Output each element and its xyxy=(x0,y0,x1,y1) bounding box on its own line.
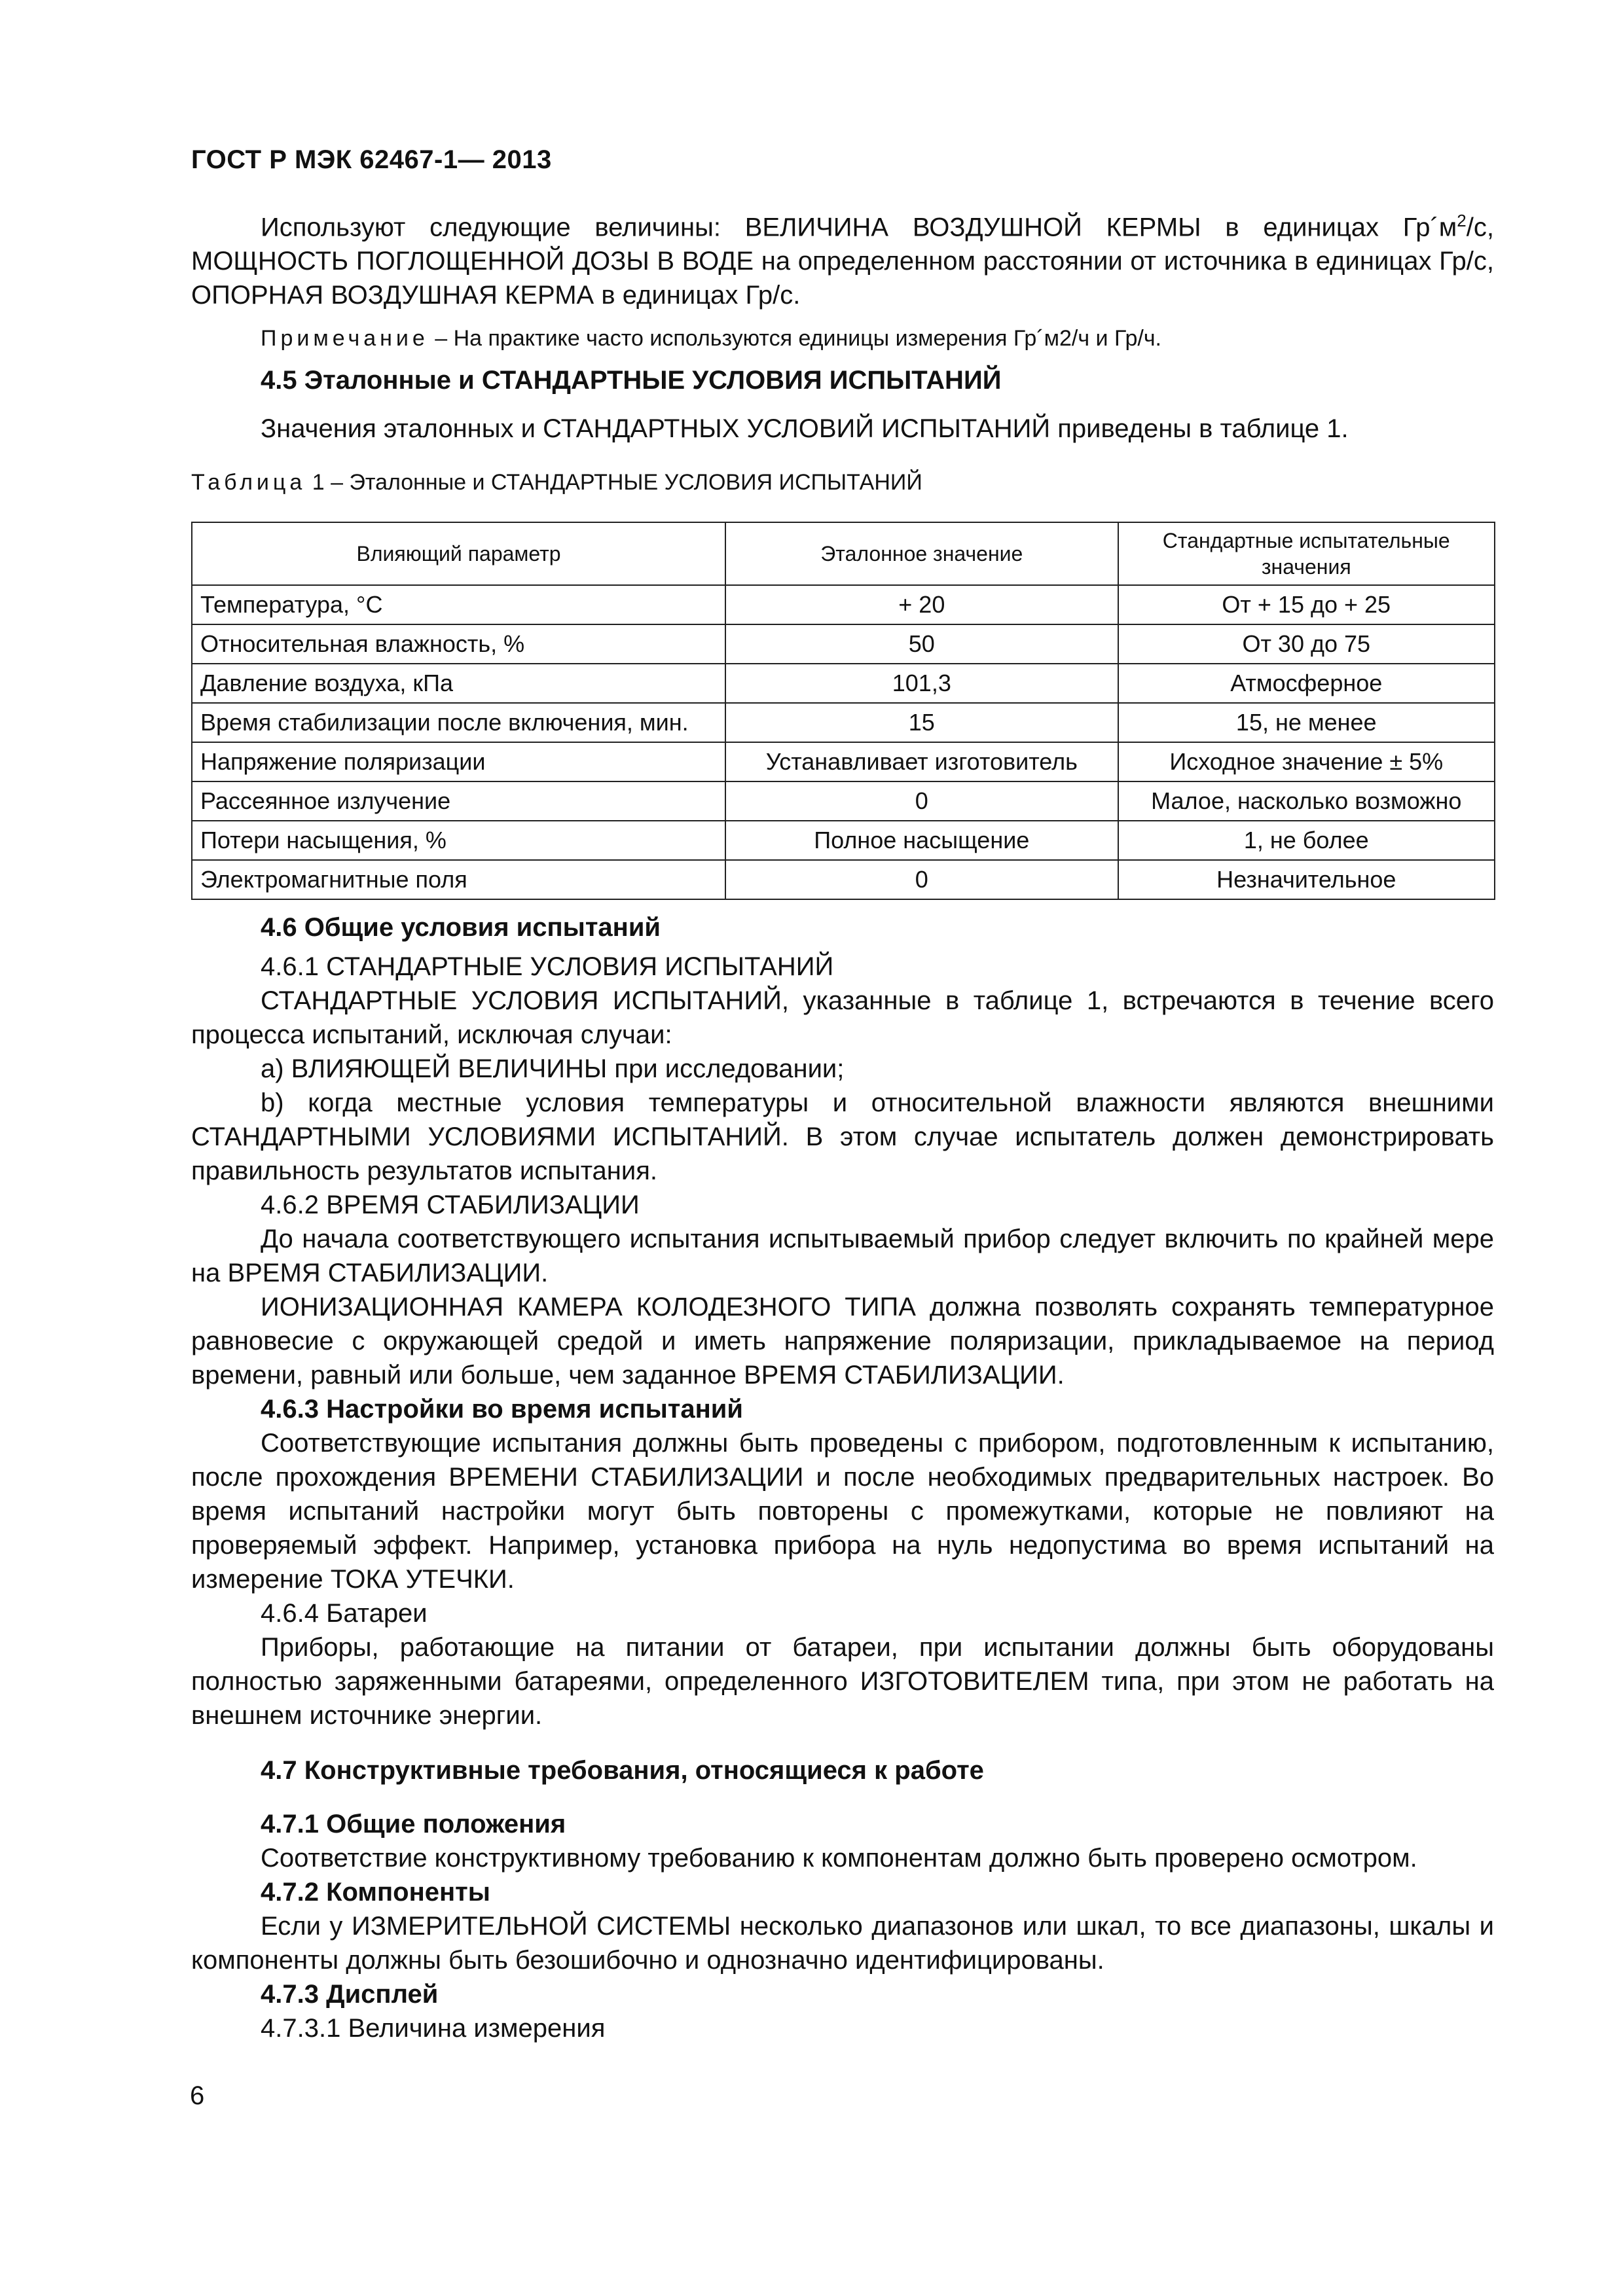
table-cell-reference: 0 xyxy=(725,860,1118,899)
section-4-5-heading: 4.5 Эталонные и СТАНДАРТНЫЕ УСЛОВИЯ ИСПЫТАНИЙ xyxy=(261,366,1002,395)
table-cell-reference: + 20 xyxy=(725,585,1118,624)
section-4-6-2-title: 4.6.2 ВРЕМЯ СТАБИЛИЗАЦИИ xyxy=(261,1191,640,1220)
table-cell-parameter: Напряжение поляризации xyxy=(192,742,725,781)
table-cell-reference: Устанавливает изготовитель xyxy=(725,742,1118,781)
conditions-table xyxy=(191,522,1495,900)
table-header-parameter: Влияющий параметр xyxy=(192,522,725,585)
table-cell-parameter: Потери насыщения, % xyxy=(192,821,725,860)
table-cell-standard: Незначительное xyxy=(1118,860,1495,899)
table-cell-standard: Исходное значение ± 5% xyxy=(1118,742,1495,781)
note-text: – На практике часто используются единицы измерения Гр´м2/ч и Гр/ч. xyxy=(428,326,1161,351)
table-cell-parameter: Рассеянное излучение xyxy=(192,781,725,821)
section-4-6-4-title: 4.6.4 Батареи xyxy=(261,1599,428,1628)
table-cell-parameter: Относительная влажность, % xyxy=(192,624,725,664)
page-number: 6 xyxy=(190,2081,205,2110)
table-cell-reference: Полное насыщение xyxy=(725,821,1118,860)
intro-paragraph xyxy=(191,204,1494,312)
document-header: ГОСТ Р МЭК 62467-1— 2013 xyxy=(191,145,552,174)
section-4-6-4-text: Приборы, работающие на питании от батареи, при испытании должны быть оборудованы полностью заряженными батареями, определенного ИЗГОТОВИТЕЛЕМ типа, при этом не работать на внешнем источнике энергии. xyxy=(191,1633,1494,1731)
note-label: Примечание xyxy=(261,326,429,351)
section-4-6-1-title: 4.6.1 СТАНДАРТНЫЕ УСЛОВИЯ ИСПЫТАНИЙ xyxy=(261,952,834,982)
list-item-b: b) когда местные условия температуры и относительной влажности являются внешними СТАНДАРТНЫМИ УСЛОВИЯМИ ИСПЫТАНИЙ. В этом случае испытатель должен демонстрировать правильность результатов испытания. xyxy=(191,1088,1494,1186)
table-cell-parameter: Электромагнитные поля xyxy=(192,860,725,899)
table-cell-reference: 0 xyxy=(725,781,1118,821)
table-caption-label: Таблица xyxy=(191,470,306,495)
section-4-6-2-text: До начала соответствующего испытания испытываемый прибор следует включить по крайней мере на ВРЕМЯ СТАБИЛИЗАЦИИ. xyxy=(191,1225,1494,1288)
table-row xyxy=(192,664,1495,703)
section-4-6-3-text: Соответствующие испытания должны быть проведены с прибором, подготовленным к испытанию, после прохождения ВРЕМЕНИ СТАБИЛИЗАЦИИ и после необходимых предварительных настроек. Во время испытаний настройки могут быть повторены с промежутками, которые не повлияют на проверяемый эффект. Например, установка прибора на нуль недопустима во время испытаний на измерение ТОКА УТЕЧКИ. xyxy=(191,1429,1494,1594)
section-4-7-heading: 4.7 Конструктивные требования, относящиеся к работе xyxy=(261,1756,984,1785)
table-caption-text: 1 – Эталонные и СТАНДАРТНЫЕ УСЛОВИЯ ИСПЫТАНИЙ xyxy=(306,470,922,495)
table-cell-standard: 15, не менее xyxy=(1118,703,1495,742)
table-cell-reference: 50 xyxy=(725,624,1118,664)
page-content xyxy=(191,145,1494,2045)
table-row xyxy=(192,742,1495,781)
section-4-7-3-1-title: 4.7.3.1 Величина измерения xyxy=(261,2014,606,2043)
table-row xyxy=(192,781,1495,821)
section-4-6-3-title: 4.6.3 Настройки во время испытаний xyxy=(261,1395,743,1424)
table-cell-standard: От + 15 до + 25 xyxy=(1118,585,1495,624)
section-4-7-1-text: Соответствие конструктивному требованию к компонентам должно быть проверено осмотром. xyxy=(261,1844,1417,1873)
section-4-7-2-text: Если у ИЗМЕРИТЕЛЬНОЙ СИСТЕМЫ несколько диапазонов или шкал, то все диапазоны, шкалы и компоненты должны быть безошибочно и однозначно идентифицированы. xyxy=(191,1912,1494,1975)
table-row xyxy=(192,585,1495,624)
note-paragraph xyxy=(191,324,1494,353)
section-4-6-2-text-chamber: ИОНИЗАЦИОННАЯ КАМЕРА КОЛОДЕЗНОГО ТИПА должна позволять сохранять температурное равновесие с окружающей средой и иметь напряжение поляризации, прикладываемое на период времени, равный или больше, чем заданное ВРЕМЯ СТАБИЛИЗАЦИИ. xyxy=(191,1293,1494,1390)
section-4-7-2-title: 4.7.2 Компоненты xyxy=(261,1878,490,1907)
list-item-a: a) ВЛИЯЮЩЕЙ ВЕЛИЧИНЫ при исследовании; xyxy=(261,1054,845,1084)
table-row xyxy=(192,821,1495,860)
section-4-7-1-title: 4.7.1 Общие положения xyxy=(261,1810,566,1839)
table-header-standard: Стандартные испытательные значения xyxy=(1118,522,1495,585)
intro-lead: Используют следующие величины: ВЕЛИЧИНА ВОЗДУШНОЙ КЕРМЫ в единицах Гр´м xyxy=(261,213,1457,242)
table-cell-standard: Малое, насколько возможно xyxy=(1118,781,1495,821)
table-cell-standard: 1, не более xyxy=(1118,821,1495,860)
table-header-row xyxy=(192,522,1495,585)
table-cell-reference: 101,3 xyxy=(725,664,1118,703)
table-cell-standard: Атмосферное xyxy=(1118,664,1495,703)
section-4-7-3-title: 4.7.3 Дисплей xyxy=(261,1980,439,2009)
table-caption xyxy=(191,468,1494,497)
table-row xyxy=(192,860,1495,899)
section-4-5-text: Значения эталонных и СТАНДАРТНЫХ УСЛОВИЙ ИСПЫТАНИЙ приведены в таблице 1. xyxy=(261,414,1349,444)
table-header-reference: Эталонное значение xyxy=(725,522,1118,585)
table-row xyxy=(192,703,1495,742)
table-cell-reference: 15 xyxy=(725,703,1118,742)
intro-tail: /с, МОЩНОСТЬ ПОГЛОЩЕННОЙ ДОЗЫ В ВОДЕ на определенном расстоянии от источника в единицах Гр/с, ОПОРНАЯ ВОЗДУШНАЯ КЕРМА в единицах Гр/с. xyxy=(191,213,1494,310)
table-cell-parameter: Время стабилизации после включения, мин. xyxy=(192,703,725,742)
table-cell-parameter: Температура, °С xyxy=(192,585,725,624)
table-row xyxy=(192,624,1495,664)
table-cell-parameter: Давление воздуха, кПа xyxy=(192,664,725,703)
section-4-6-heading: 4.6 Общие условия испытаний xyxy=(261,913,661,942)
intro-superscript: 2 xyxy=(1457,211,1467,230)
table-cell-standard: От 30 до 75 xyxy=(1118,624,1495,664)
section-4-6-1-text: СТАНДАРТНЫЕ УСЛОВИЯ ИСПЫТАНИЙ, указанные в таблице 1, встречаются в течение всего процесса испытаний, исключая случаи: xyxy=(191,986,1494,1050)
